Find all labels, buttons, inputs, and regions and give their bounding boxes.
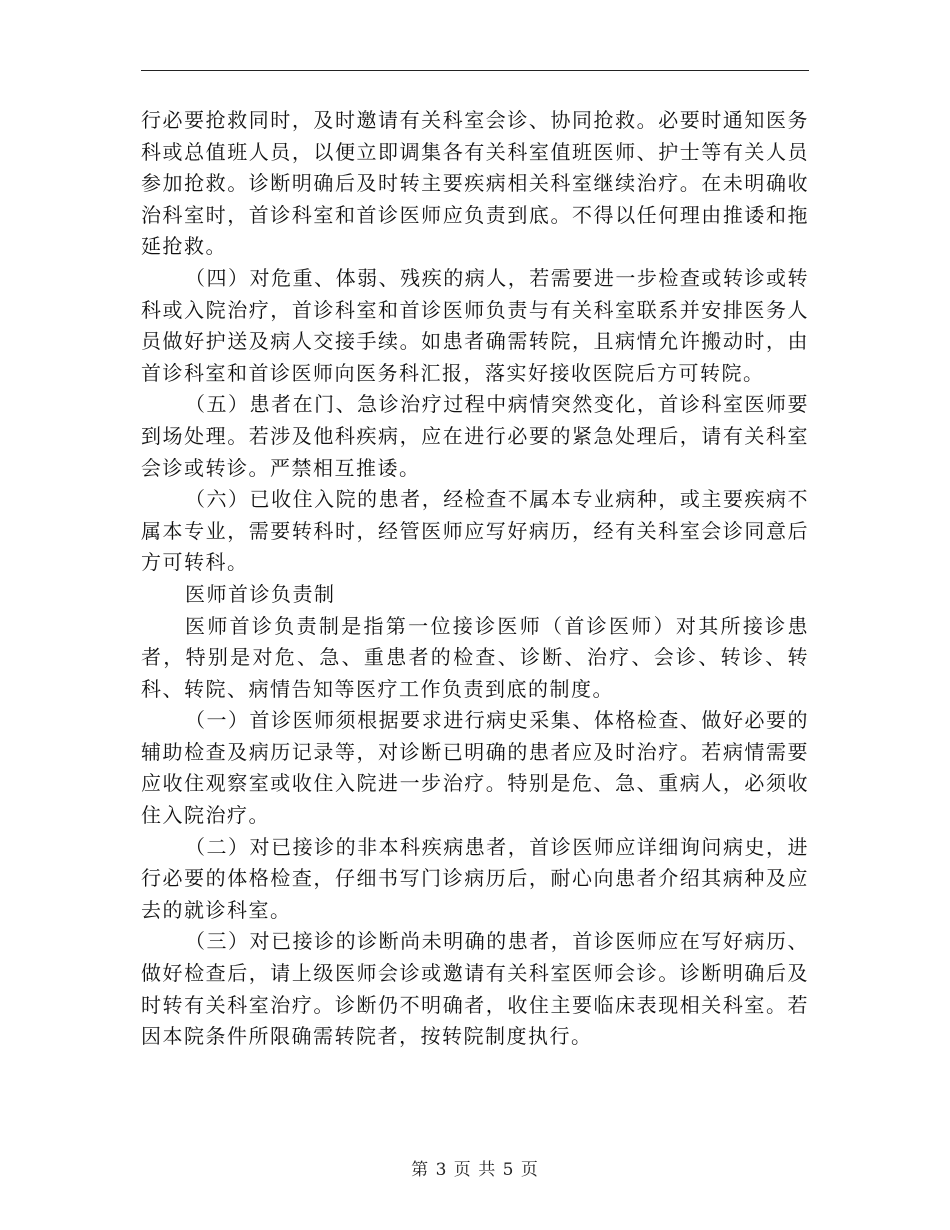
document-body — [141, 105, 809, 1053]
header-rule — [141, 70, 809, 71]
paragraph-item-6: （六）已收住入院的患者，经检查不属本专业病种，或主要疾病不属本专业，需要转科时，经管医师应写好病历，经有关科室会诊同意后方可转科。 — [141, 487, 809, 575]
paragraph-item-3: （三）对已接诊的诊断尚未明确的患者，首诊医师应在写好病历、做好检查后，请上级医师会诊或邀请有关科室医师会诊。诊断明确后及时转有关科室治疗。诊断仍不明确者，收住主要临床表现相关科室。若因本院条件所限确需转院者，按转院制度执行。 — [141, 929, 809, 1049]
paragraph-continuation: 行必要抢救同时，及时邀请有关科室会诊、协同抢救。必要时通知医务科或总值班人员，以便立即调集各有关科室值班医师、护士等有关人员参加抢救。诊断明确后及时转主要疾病相关科室继续治疗。在未明确收治科室时，首诊科室和首诊医师应负责到底。不得以任何理由推诿和拖延抢救。 — [141, 108, 809, 259]
page-number: 第 3 页 共 5 页 — [411, 1160, 539, 1180]
paragraph-item-1: （一）首诊医师须根据要求进行病史采集、体格检查、做好必要的辅助检查及病历记录等，对诊断已明确的患者应及时治疗。若病情需要应收住观察室或收住入院进一步治疗。特别是危、急、重病人，必须收住入院治疗。 — [141, 708, 809, 828]
paragraph-item-2: （二）对已接诊的非本科疾病患者，首诊医师应详细询问病史，进行必要的体格检查，仔细书写门诊病历后，耐心向患者介绍其病种及应去的就诊科室。 — [141, 834, 809, 922]
paragraph-definition: 医师首诊负责制是指第一位接诊医师（首诊医师）对其所接诊患者，特别是对危、急、重患者的检查、诊断、治疗、会诊、转诊、转科、转院、病情告知等医疗工作负责到底的制度。 — [141, 613, 809, 701]
paragraph-item-4: （四）对危重、体弱、残疾的病人，若需要进一步检查或转诊或转科或入院治疗，首诊科室和首诊医师负责与有关科室联系并安排医务人员做好护送及病人交接手续。如患者确需转院，且病情允许搬动时，由首诊科室和首诊医师向医务科汇报，落实好接收医院后方可转院。 — [141, 265, 809, 385]
section-heading: 医师首诊负责制 — [185, 581, 336, 606]
paragraph-item-5: （五）患者在门、急诊治疗过程中病情突然变化，首诊科室医师要到场处理。若涉及他科疾病，应在进行必要的紧急处理后，请有关科室会诊或转诊。严禁相互推诿。 — [141, 392, 809, 480]
